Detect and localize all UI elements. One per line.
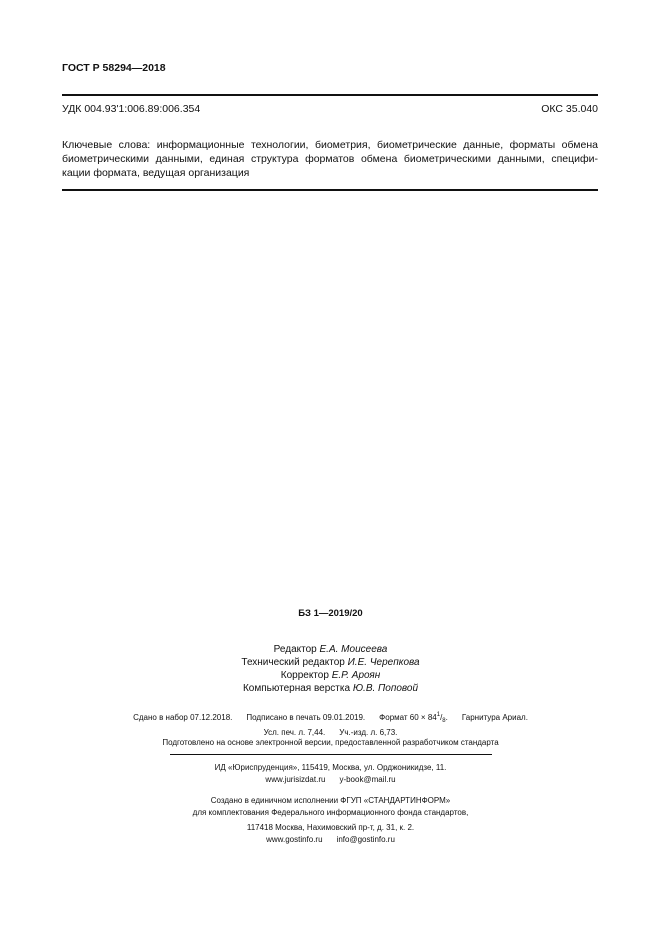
prepared-note: Подготовлено на основе электронной версии, предоставленной разработчиком стандарта: [162, 738, 499, 747]
publisher-email-link[interactable]: y-book@mail.ru: [339, 775, 396, 784]
staff-row: [0, 643, 661, 656]
udk-code: УДК 004.93'1:006.89:006.354: [62, 103, 201, 115]
keywords-block: [62, 138, 598, 180]
staff-role: Редактор: [273, 644, 317, 655]
staff-name: Е.А. Моисеева: [319, 644, 388, 655]
staff-role: Компьютерная верстка: [242, 683, 351, 694]
creator-line: для комплектования Федерального информационного фонда стандартов,: [192, 808, 469, 817]
typeface: Гарнитура Ариал.: [461, 713, 528, 722]
staff-row: [0, 682, 661, 695]
footer-divider: [170, 754, 492, 755]
creator-line: Создано в единичном исполнении ФГУП «СТАНДАРТИНФОРМ»: [210, 796, 451, 805]
publisher-site-link[interactable]: www.jurisizdat.ru: [265, 775, 326, 784]
keywords-line: Ключевые слова: информационные технологии, биометрия, биометрические данные, форматы обмена: [62, 139, 598, 151]
keywords-line: кации формата, ведущая организация: [62, 167, 250, 179]
top-divider: [62, 94, 598, 96]
print-info: [0, 709, 661, 739]
staff-list: [0, 643, 661, 695]
creator-contacts: [0, 834, 661, 846]
staff-row: [0, 656, 661, 669]
standard-code: ГОСТ Р 58294—2018: [62, 62, 166, 74]
creator-site-link[interactable]: www.gostinfo.ru: [266, 835, 323, 844]
staff-name: И.Е. Черепкова: [347, 657, 420, 668]
staff-name: Е.Р. Ароян: [331, 670, 381, 681]
publisher-address: ИД «Юриспруденция», 115419, Москва, ул. Орджоникидзе, 11.: [214, 763, 447, 772]
publisher-contacts: [0, 774, 661, 786]
staff-role: Корректор: [280, 670, 329, 681]
submitted-date: Сдано в набор 07.12.2018.: [133, 713, 233, 722]
signed-date: Подписано в печать 09.01.2019.: [246, 713, 366, 722]
print-info-line: [0, 709, 661, 727]
creator-block: [0, 795, 661, 846]
keywords-line: биометрическими данными, единая структура форматов обмена биометрическими данными, специфи-: [62, 153, 598, 165]
creator-email-link[interactable]: info@gostinfo.ru: [336, 835, 395, 844]
creator-address: 117418 Москва, Нахимовский пр-т, д. 31, к. 2.: [246, 823, 415, 832]
staff-role: Технический редактор: [241, 657, 345, 668]
oks-code: ОКС 35.040: [541, 103, 598, 115]
bz-number: БЗ 1—2019/20: [298, 608, 363, 619]
staff-row: [0, 669, 661, 682]
publisher-block: [0, 762, 661, 786]
paper-format: Формат $60 \times 84^1/_8$.: [379, 712, 448, 724]
staff-name: Ю.В. Поповой: [352, 683, 419, 694]
keywords-divider: [62, 189, 598, 191]
pub-sheets: Уч.-изд. л. 6,73.: [339, 728, 398, 737]
print-sheets: Усл. печ. л. 7,44.: [263, 728, 326, 737]
